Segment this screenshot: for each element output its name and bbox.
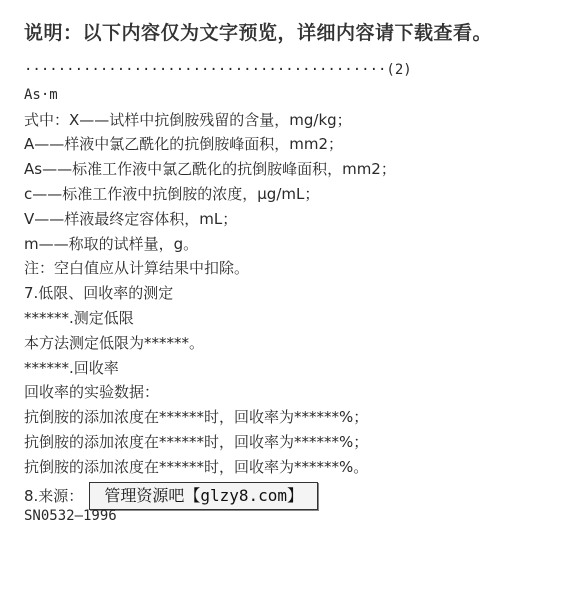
body-line: 本方法测定低限为******。 bbox=[24, 333, 205, 352]
section-heading: 7.低限、回收率的测定 bbox=[24, 284, 174, 303]
formula-denominator: As·m bbox=[24, 86, 58, 103]
body-line: m——称取的试样量，g。 bbox=[24, 234, 199, 253]
recovery-line: 抗倒胺的添加浓度在******时，回收率为******%； bbox=[24, 432, 369, 451]
recovery-line: 抗倒胺的添加浓度在******时，回收率为******%。 bbox=[24, 457, 369, 476]
source-link-box[interactable]: 管理资源吧【glzy8.com】 bbox=[89, 482, 318, 510]
subsection-heading: ******.测定低限 bbox=[24, 308, 134, 327]
standard-code: SN0532—1996 bbox=[24, 507, 117, 524]
note-line: 注：空白值应从计算结果中扣除。 bbox=[24, 259, 250, 278]
body-line: 式中：X——试样中抗倒胺残留的含量，mg/kg； bbox=[24, 110, 352, 129]
body-line: V——样液最终定容体积，mL； bbox=[24, 209, 238, 228]
body-line: 回收率的实验数据： bbox=[24, 383, 160, 402]
body-line: c——标准工作液中抗倒胺的浓度，μg/mL； bbox=[24, 184, 320, 203]
formula-dots: ···········································(2) bbox=[24, 62, 412, 78]
body-line: As——标准工作液中氯乙酰化的抗倒胺峰面积，mm2； bbox=[24, 160, 396, 179]
recovery-line: 抗倒胺的添加浓度在******时，回收率为******%； bbox=[24, 408, 369, 427]
source-label: 8.来源： bbox=[24, 486, 84, 505]
preview-notice: 说明：以下内容仅为文字预览，详细内容请下载查看。 bbox=[24, 22, 493, 44]
document-body bbox=[24, 58, 564, 528]
body-line: A——样液中氯乙酰化的抗倒胺峰面积，mm2； bbox=[24, 135, 344, 154]
subsection-heading: ******.回收率 bbox=[24, 358, 119, 377]
